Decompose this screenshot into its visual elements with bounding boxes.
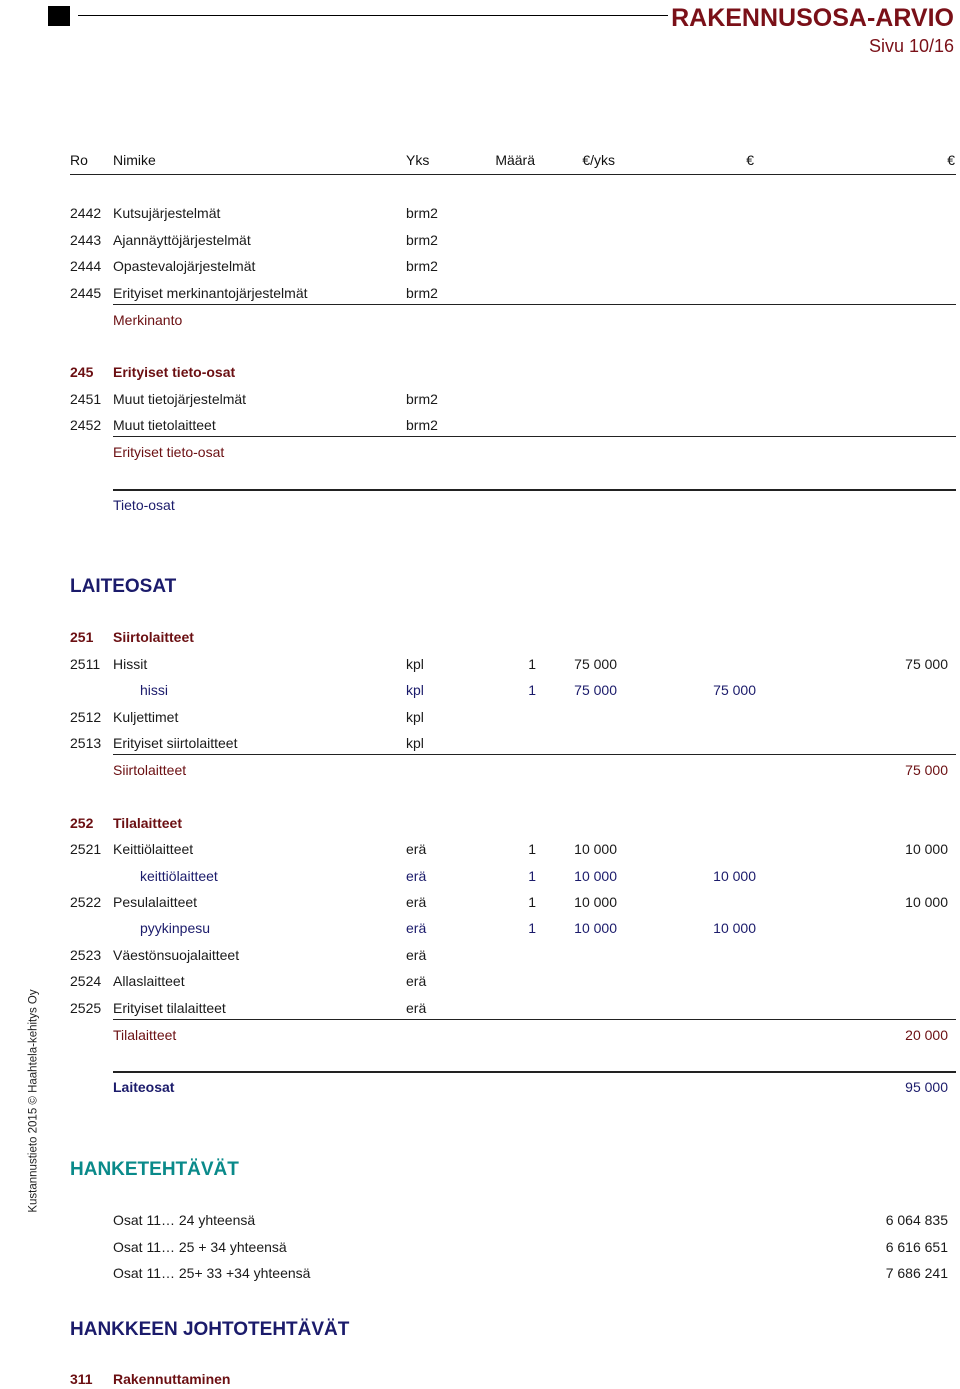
row-code: 2442 [70, 205, 102, 221]
row-unit: erä [406, 920, 427, 936]
summary-row [0, 1237, 960, 1257]
sub-item-name: keittiölaitteet [140, 868, 218, 884]
row-unit: erä [406, 841, 427, 857]
total-divider [113, 1071, 956, 1073]
row-name: Muut tietolaitteet [113, 417, 216, 433]
group-name: Siirtolaitteet [113, 629, 194, 645]
table-row [0, 415, 960, 435]
subtotal-value: 20 000 [905, 1027, 948, 1043]
row-unit: kpl [406, 656, 424, 672]
subtotal-label: Merkinanto [113, 312, 183, 328]
total-divider [113, 489, 956, 491]
row-name: Muut tietojärjestelmät [113, 391, 247, 407]
column-header-row [0, 150, 960, 170]
row-unit: brm2 [406, 205, 438, 221]
table-row [0, 998, 960, 1018]
subtotal-row [0, 310, 960, 330]
row-name: Pesulalaitteet [113, 894, 198, 910]
row-name: Erityiset merkinantojärjestelmät [113, 285, 308, 301]
row-quantity: 1 [528, 894, 536, 910]
row-code: 2521 [70, 841, 102, 857]
col-per-yks: €/yks [582, 152, 615, 168]
table-row [0, 230, 960, 250]
table-row [0, 892, 960, 912]
subtotal-label: Siirtolaitteet [113, 762, 187, 778]
group-name: Tilalaitteet [113, 815, 182, 831]
sub-item-name: hissi [140, 682, 169, 698]
summary-label: Osat 11… 25 + 34 yhteensä [113, 1239, 287, 1255]
row-name: Erityiset siirtolaitteet [113, 735, 238, 751]
row-name: Opastevalojärjestelmät [113, 258, 256, 274]
summary-label: Osat 11… 25+ 33 +34 yhteensä [113, 1265, 311, 1281]
header-divider [70, 174, 956, 175]
row-unit: brm2 [406, 258, 438, 274]
group-heading-row [0, 362, 960, 382]
row-quantity: 1 [528, 682, 536, 698]
sub-item-name: pyykinpesu [140, 920, 211, 936]
group-code: 245 [70, 364, 94, 380]
row-quantity: 1 [528, 656, 536, 672]
subtotal-value: 75 000 [905, 762, 948, 778]
row-code: 2512 [70, 709, 102, 725]
row-unit: erä [406, 868, 427, 884]
col-eur-total: € [947, 152, 955, 168]
summary-row [0, 1263, 960, 1283]
document-title: RAKENNUSOSA-ARVIO [671, 4, 954, 32]
summary-row [0, 1210, 960, 1230]
total-row [0, 495, 960, 515]
row-unit-price: 75 000 [574, 682, 617, 698]
row-total: 10 000 [905, 894, 948, 910]
subtotal-divider [113, 754, 956, 755]
row-quantity: 1 [528, 841, 536, 857]
row-quantity: 1 [528, 920, 536, 936]
row-code: 2452 [70, 417, 102, 433]
row-name: Allaslaitteet [113, 973, 185, 989]
page-number: Sivu 10/16 [868, 36, 954, 56]
row-name: Erityiset tilalaitteet [113, 1000, 226, 1016]
subtotal-row [0, 442, 960, 462]
header-rule [78, 15, 668, 16]
row-unit: erä [406, 894, 427, 910]
row-sub-total: 10 000 [713, 868, 756, 884]
section-heading-hanketehtavat: HANKETEHTÄVÄT [70, 1159, 239, 1180]
table-row [0, 256, 960, 276]
row-unit: brm2 [406, 417, 438, 433]
row-code: 2443 [70, 232, 102, 248]
sub-item-row [0, 918, 960, 938]
row-code: 2445 [70, 285, 102, 301]
row-unit: erä [406, 947, 427, 963]
summary-value: 6 616 651 [885, 1239, 948, 1255]
row-code: 2525 [70, 1000, 102, 1016]
row-code: 2511 [70, 656, 101, 672]
col-maara: Määrä [495, 152, 535, 168]
row-code: 2444 [70, 258, 102, 274]
col-ro: Ro [70, 152, 88, 168]
subtotal-divider [113, 436, 956, 437]
table-row [0, 203, 960, 223]
summary-value: 7 686 241 [885, 1265, 948, 1281]
row-name: Kutsujärjestelmät [113, 205, 221, 221]
table-row [0, 389, 960, 409]
row-unit-price: 10 000 [574, 920, 617, 936]
row-code: 2524 [70, 973, 102, 989]
row-unit-price: 10 000 [574, 894, 617, 910]
row-total: 75 000 [905, 656, 948, 672]
total-row [0, 1077, 960, 1097]
row-unit: brm2 [406, 285, 438, 301]
subtotal-row [0, 760, 960, 780]
group-code: 311 [70, 1371, 93, 1387]
subtotal-divider [113, 304, 956, 305]
row-unit-price: 10 000 [574, 868, 617, 884]
group-code: 252 [70, 815, 94, 831]
table-row [0, 971, 960, 991]
group-name: Erityiset tieto-osat [113, 364, 236, 380]
group-code: 251 [70, 629, 94, 645]
subtotal-row [0, 1025, 960, 1045]
row-name: Väestönsuojalaitteet [113, 947, 240, 963]
summary-label: Osat 11… 24 yhteensä [113, 1212, 256, 1228]
row-unit-price: 10 000 [574, 841, 617, 857]
row-quantity: 1 [528, 868, 536, 884]
row-unit: brm2 [406, 391, 438, 407]
group-name: Rakennuttaminen [113, 1371, 231, 1387]
row-unit: erä [406, 973, 427, 989]
row-name: Ajannäyttöjärjestelmät [113, 232, 251, 248]
table-row [0, 283, 960, 303]
row-code: 2522 [70, 894, 102, 910]
row-code: 2451 [70, 391, 102, 407]
subtotal-divider [113, 1019, 956, 1020]
row-total: 10 000 [905, 841, 948, 857]
group-heading-row [0, 1369, 960, 1389]
sub-item-row [0, 866, 960, 886]
table-row [0, 733, 960, 753]
total-label: Tieto-osat [113, 497, 175, 513]
row-unit: kpl [406, 709, 424, 725]
summary-value: 6 064 835 [885, 1212, 948, 1228]
row-sub-total: 75 000 [713, 682, 756, 698]
table-row [0, 945, 960, 965]
side-copyright: Kustannustieto 2015 © Haahtela-kehitys Oy [27, 989, 40, 1213]
table-row [0, 707, 960, 727]
row-code: 2523 [70, 947, 102, 963]
row-sub-total: 10 000 [713, 920, 756, 936]
row-unit: kpl [406, 735, 424, 751]
row-name: Keittiölaitteet [113, 841, 194, 857]
row-unit: erä [406, 1000, 427, 1016]
col-nimike: Nimike [113, 152, 156, 168]
subtotal-label: Tilalaitteet [113, 1027, 177, 1043]
table-row [0, 839, 960, 859]
table-row [0, 654, 960, 674]
section-heading-johtotehtavat: HANKKEEN JOHTOTEHTÄVÄT [70, 1319, 350, 1340]
row-name: Hissit [113, 656, 148, 672]
row-unit: brm2 [406, 232, 438, 248]
subtotal-label: Erityiset tieto-osat [113, 444, 225, 460]
group-heading-row [0, 813, 960, 833]
group-heading-row [0, 627, 960, 647]
col-yks: Yks [406, 152, 430, 168]
row-unit-price: 75 000 [574, 656, 617, 672]
section-heading-laiteosat: LAITEOSAT [70, 576, 177, 597]
row-name: Kuljettimet [113, 709, 179, 725]
total-label: Laiteosat [113, 1079, 175, 1095]
col-eur-sub: € [746, 152, 754, 168]
row-unit: kpl [406, 682, 424, 698]
header-mark [48, 6, 70, 26]
sub-item-row [0, 680, 960, 700]
row-code: 2513 [70, 735, 102, 751]
total-value: 95 000 [905, 1079, 948, 1095]
